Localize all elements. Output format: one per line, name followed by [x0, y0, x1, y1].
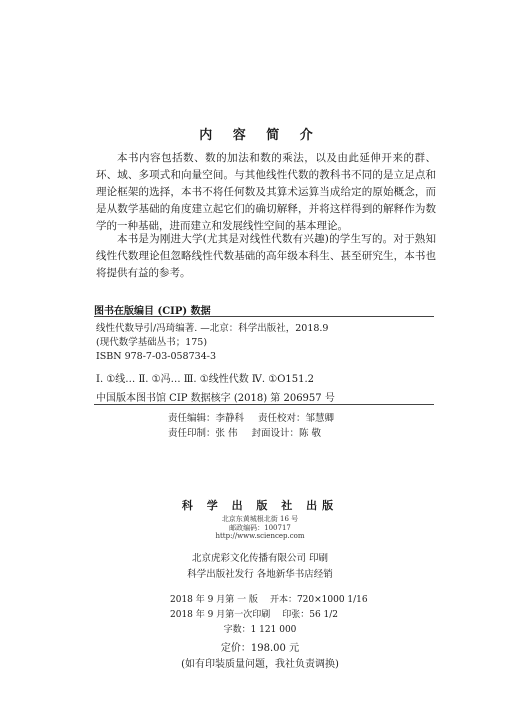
credit-proofreader: 责任校对：邹慧卿 — [258, 413, 335, 424]
specs-row-1 — [170, 592, 368, 605]
price: 定价：198.00 元 — [220, 643, 300, 654]
credit-printing: 责任印制：张 伟 — [168, 428, 238, 439]
cip-line-series: (现代数学基础丛书；175) — [96, 337, 208, 348]
cip-number: 中国版本图书馆 CIP 数据核字 (2018) 第 206957 号 — [96, 393, 335, 404]
intro-heading: 内 容 简 介 — [199, 128, 321, 143]
cip-line-isbn: ISBN 978-7-03-058734-3 — [96, 351, 216, 362]
spec-edition: 2018 年 9 月第 一 版 — [170, 595, 258, 605]
intro-text-2: 本书是为刚进大学(尤其是对线性代数有兴趣)的学生写的。对于熟知线性代数理论但忽略线性代数基础的高年级本科生、甚至研究生，本书也将提供有益的参考。 — [96, 233, 436, 279]
publisher-name: 科 学 出 版 社 出版 — [181, 499, 339, 512]
intro-paragraph-2 — [96, 231, 436, 282]
spec-words: 字数：1 121 000 — [223, 625, 297, 635]
distributor-line: 科学出版社发行 各地新华书店经销 — [187, 569, 333, 580]
cip-divider-top — [94, 316, 434, 317]
quality-notice: (如有印装质量问题，我社负责调换) — [181, 659, 339, 670]
publisher-website: http://www.sciencep.com — [215, 532, 305, 540]
credits-row-1 — [168, 410, 334, 424]
cip-line-title: 线性代数导引/冯琦编著. —北京：科学出版社，2018.9 — [96, 323, 329, 334]
printer-line: 北京虎彩文化传播有限公司 印刷 — [191, 553, 329, 564]
spec-format: 开本：720×1000 1/16 — [269, 595, 368, 605]
intro-paragraph-1 — [96, 150, 436, 235]
spec-printing: 2018 年 9 月第一次印刷 — [170, 610, 271, 620]
cip-heading: 图书在版编目 (CIP) 数据 — [94, 306, 211, 317]
cip-record — [96, 322, 328, 364]
credits-row-2 — [168, 425, 321, 439]
publisher-address: 北京东黄城根北街 16 号 — [221, 515, 299, 523]
credit-editor: 责任编辑：李静科 — [168, 413, 245, 424]
intro-text-1: 本书内容包括数、数的加法和数的乘法，以及由此延伸开来的群、环、域、多项式和向量空间。与其他线性代数的教科书不同的是立足点和理论框架的选择，本书不将任何数及其算术运算当成给定的原始概念，而是从数学基础的角度建立起它们的确切解释，并将这样得到的解释作为数学的一种基础，进而建立和发展线性空间的基本理论。 — [96, 152, 436, 232]
specs-row-2 — [170, 607, 338, 620]
cip-divider-bottom — [94, 404, 434, 405]
credit-cover: 封面设计：陈 敬 — [251, 428, 322, 439]
spec-sheets: 印张：56 1/2 — [282, 610, 339, 620]
publisher-postcode: 邮政编码：100717 — [229, 524, 291, 532]
cip-classification: Ⅰ. ①线… Ⅱ. ①冯… Ⅲ. ①线性代数 Ⅳ. ①O151.2 — [96, 374, 315, 385]
